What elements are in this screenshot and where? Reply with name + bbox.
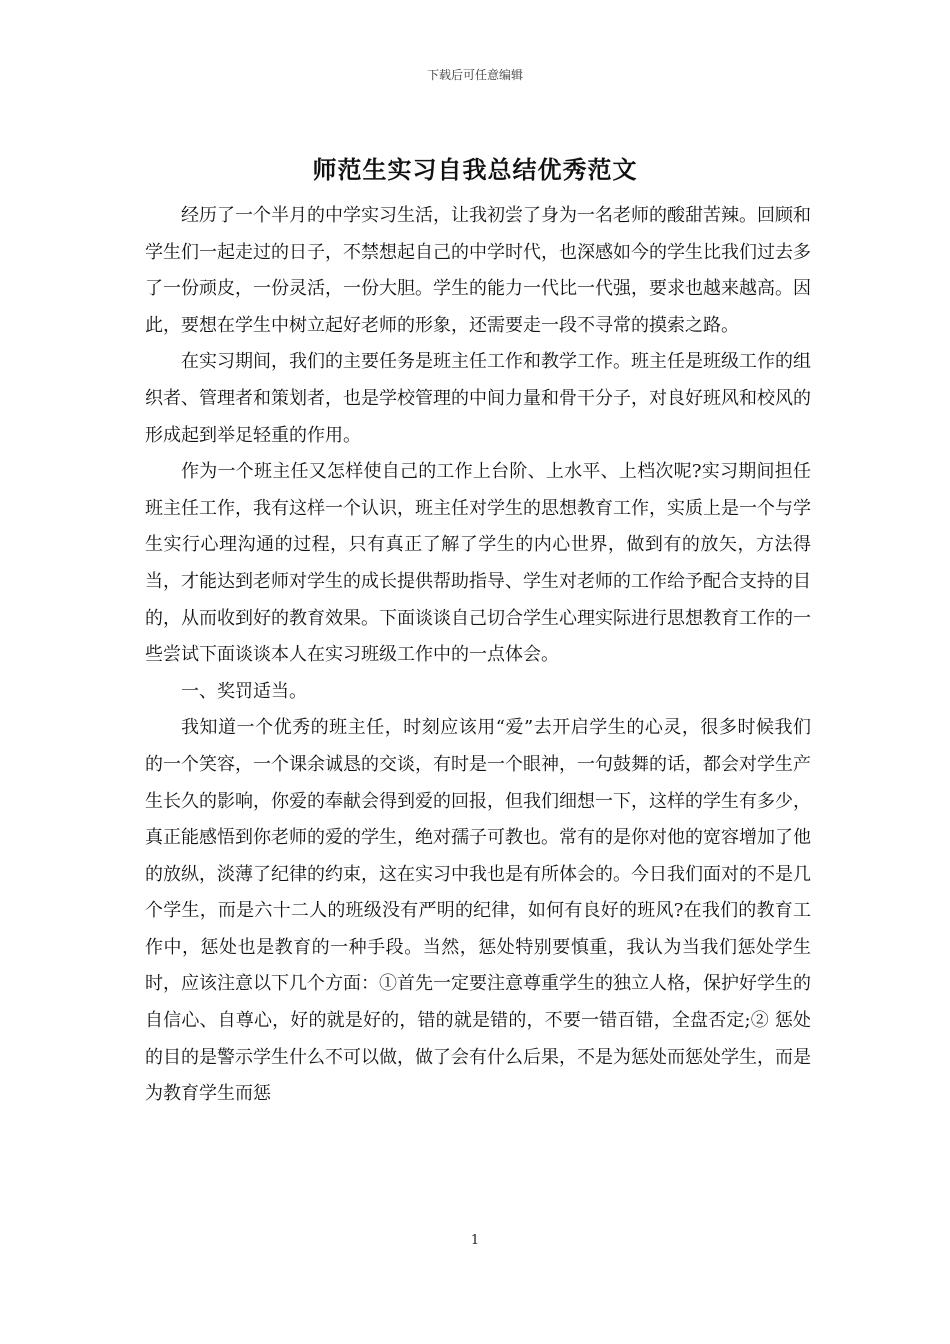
paragraph-1: 经历了一个半月的中学实习生活，让我初尝了身为一名老师的酸甜苦辣。回顾和学生们一起走过的日子，不禁想起自己的中学时代，也深感如今的学生比我们过去多了一份顽皮，一份灵活，一份大胆。学生的能力一代比一代强，要求也越来越高。因此，要想在学生中树立起好老师的形象，还需要走一段不寻常的摸索之路。 [145, 205, 811, 336]
page-header: 下载后可任意编辑 [426, 68, 523, 82]
paragraph-4: 我知道一个优秀的班主任，时刻应该用“爱”去开启学生的心灵，很多时候我们的一个笑容，一个课余诚恳的交谈，有时是一个眼神，一句鼓舞的话，都会对学生产生长久的影响，你爱的奉献会得到爱的回报，但我们细想一下，这样的学生有多少，真正能感悟到你老师的爱的学生，绝对孺子可教也。常有的是你对他的宽容增加了他的放纵，淡薄了纪律的约束，这在实习中我也是有所体会的。今日我们面对的不是几个学生，而是六十二人的班级没有严明的纪律，如何有良好的班风?在我们的教育工作中，惩处也是教育的一种手段。当然，惩处特别要慎重，我认为当我们惩处学生时，应该注意以下几个方面：①首先一定要注意尊重学生的独立人格，保护好学生的自信心、自尊心，好的就是好的，错的就是错的，不要一错百错，全盘否定;② 惩处的目的是警示学生什么不可以做，做了会有什么后果，不是为惩处而惩处学生，而是为教育学生而惩 [145, 717, 811, 1105]
paragraph-2: 在实习期间，我们的主要任务是班主任工作和教学工作。班主任是班级工作的组织者、管理者和策划者，也是学校管理的中间力量和骨干分子，对良好班风和校风的形成起到举足轻重的作用。 [145, 351, 811, 446]
paragraph-3: 作为一个班主任又怎样使自己的工作上台阶、上水平、上档次呢?实习期间担任班主任工作，我有这样一个认识，班主任对学生的思想教育工作，实质上是一个与学生实行心理沟通的过程，只有真正了解了学生的内心世界，做到有的放矢，方法得当，才能达到老师对学生的成长提供帮助指导、学生对老师的工作给予配合支持的目的，从而收到好的教育效果。下面谈谈自己切合学生心理实际进行思想教育工作的一些尝试下面谈谈本人在实习班级工作中的一点体会。 [145, 461, 811, 666]
document-body [145, 198, 811, 1113]
document-title: 师范生实习自我总结优秀范文 [312, 155, 638, 184]
section-heading: 一、奖罚适当。 [181, 680, 307, 702]
page-number: 1 [470, 1233, 480, 1248]
